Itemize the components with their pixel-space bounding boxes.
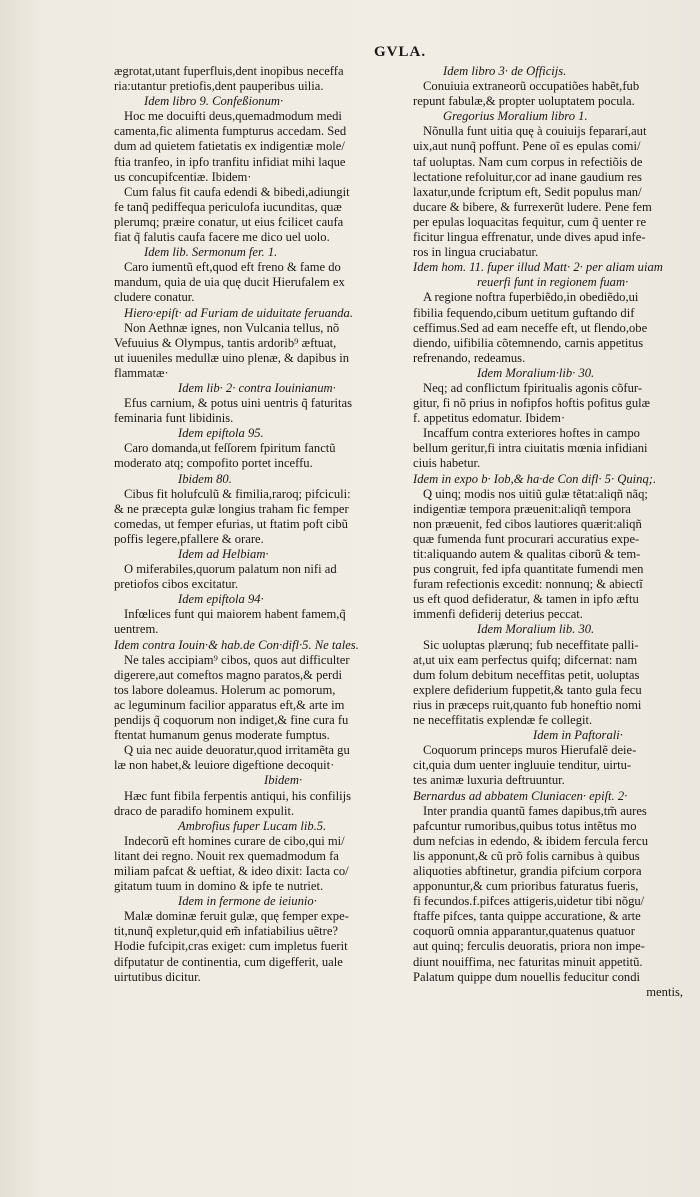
text-line: aut quinq; ferculis deuoratis, priora non impe- bbox=[413, 939, 645, 954]
text-line: Sic uoluptas plærunq; fub neceffitate palli- bbox=[423, 637, 639, 652]
text-line: fe tanq̃ pediffequa periculofa iucunditas, quæ bbox=[114, 199, 342, 214]
text-line: Nõnulla funt uitia quę à couiuijs fepararí,aut bbox=[423, 124, 647, 139]
text-line: ne neceffitatis explendæ fe collegit. bbox=[413, 713, 593, 728]
right-column bbox=[413, 64, 683, 1000]
text-line: laxatur,unde fcriptum eft, Sedit populus man/ bbox=[413, 184, 642, 199]
text-line: draco de paradifo hominem expulit. bbox=[114, 803, 295, 818]
citation-line: Idem in expo b· Iob,& ha·de Con difl· 5· Quinq;. bbox=[413, 471, 657, 486]
text-line: ciuis habetur. bbox=[413, 456, 481, 471]
citation-line: Idem libro 9. Confeßionum· bbox=[144, 94, 284, 109]
text-line: Cibus fit holufculũ & fimilia,raroq; pifciculi: bbox=[124, 486, 351, 501]
text-line: explere defiderium fuppetit,& tanto gula fecu bbox=[413, 682, 642, 697]
text-line: Caro iumentũ eft,quod eft freno & fame do bbox=[124, 260, 341, 275]
text-line: non præuenit, fed cibos lautiores quærit:aliqñ bbox=[413, 516, 642, 531]
text-line: & ne præcepta gulæ longius traham fic femper bbox=[114, 501, 349, 516]
text-line: ftentat humanum genus moderate fumptus. bbox=[114, 728, 330, 743]
text-line: us concupifcentiæ. Ibidem· bbox=[114, 169, 252, 184]
text-line: Palatum quippe dum nouellis feducitur condi bbox=[413, 969, 640, 984]
text-line: dum folum debitum neceffitas petit, uoluptas bbox=[413, 667, 640, 682]
text-line: cit,quia dum uenter ingluuie tenditur, uirtu- bbox=[413, 758, 632, 773]
citation-line: Idem hom. 11. fuper illud Matt· 2· per aliam uiam bbox=[413, 260, 663, 275]
text-line: dum ad quietem fatietatis ex indigentiæ mole/ bbox=[114, 139, 345, 154]
left-column bbox=[114, 64, 384, 985]
text-line: mentis, bbox=[646, 984, 683, 999]
text-line: ut iuueniles medullæ uino plenæ, & dapibus in bbox=[114, 350, 350, 365]
running-title: GVLA. bbox=[374, 44, 427, 60]
text-line: miliam pafcat & ueftiat, & ideo dixit: Iacta co/ bbox=[114, 863, 349, 878]
citation-line: Idem ad Helbiam· bbox=[178, 547, 269, 561]
text-line: moderato atq; compofito portet inceffu. bbox=[114, 456, 313, 471]
text-line: ægrotat,utant fuperfluis,dent inopibus neceffa bbox=[114, 64, 344, 78]
text-line: cludere conatur. bbox=[114, 290, 195, 305]
text-line: apponuntur,& cum prioribus faturatus fueris, bbox=[413, 879, 639, 894]
text-line: us eft quod defideratur, & tamen in ipfo æftu bbox=[413, 592, 639, 607]
text-line: mandum, quia de uia quę ducit Hierufalem ex bbox=[114, 275, 345, 290]
text-line: Malæ dominæ feruit gulæ, quę femper expe- bbox=[124, 909, 349, 924]
text-line: tit:aliquando autem & qualitas ciborũ & tem- bbox=[413, 547, 641, 561]
text-line: ftaffe pifces, tanta quippe accuratione, & arte bbox=[413, 909, 641, 924]
text-line: Hæc funt fibila ferpentis antiqui, his confilijs bbox=[124, 788, 351, 803]
text-line: Neq; ad conflictum fpiritualis agonis cõfur- bbox=[423, 380, 643, 395]
text-line: Hoc me docuifti deus,quemadmodum medi bbox=[124, 109, 342, 124]
text-line: f. appetitus edomatur. Ibidem· bbox=[413, 411, 566, 426]
text-line: fi fecundos.f.pifces attigeris,uidetur tibi nõgu/ bbox=[413, 894, 645, 909]
text-line: rius in præceps ruit,quanto fub honeftio nomi bbox=[413, 697, 642, 712]
page-header bbox=[0, 44, 700, 64]
citation-line: Ambrofius fuper Lucam lib.5. bbox=[178, 818, 327, 833]
text-line: pus congruit, fed ipfa quantitate fumendi men bbox=[413, 562, 644, 577]
citation-line: Idem lib. Sermonum fer. 1. bbox=[144, 245, 278, 260]
text-line: fiat q̃ falutis caufa facere me dico uel uolo. bbox=[114, 230, 330, 245]
text-line: ftia tranfeo, in ipfo tranfitu infidiat mihi laque bbox=[114, 154, 346, 169]
text-line: dum nefcias in edendo, & ibidem fercula fercu bbox=[413, 833, 648, 848]
text-line: pafcuntur rumoribus,quibus totus intẽtus mo bbox=[413, 818, 637, 833]
text-line: per epulas loquacitas fequitur, cum q̃ uenter re bbox=[413, 214, 647, 229]
citation-line: Idem contra Iouin·& hab.de Con·difl·5. Ne tales. bbox=[114, 637, 359, 652]
text-line: lectatione refoluitur,cor ad inane gaudium res bbox=[413, 169, 642, 184]
text-line: at,ut uix eam perfectus quifq; difcernat: nam bbox=[413, 652, 638, 667]
text-line: Hodie fufcipit,cras exiget: cum impletus fuerit bbox=[114, 939, 348, 954]
text-line: repunt fabulæ,& propter uoluptatem pocula. bbox=[413, 94, 635, 109]
text-line: feminaria funt libidinis. bbox=[114, 411, 234, 426]
text-line: Inter prandia quantũ fames dapibus,tm̃ aures bbox=[423, 803, 647, 818]
citation-line: Gregorius Moralium libro 1. bbox=[443, 109, 588, 124]
text-line: bellum geritur,fi intra ciuitatis mœnia infidiani bbox=[413, 441, 648, 456]
citation-line: Idem in Paftorali· bbox=[533, 728, 623, 743]
text-line: ficitur lingua effrenatur, unde dives apud infe- bbox=[413, 230, 646, 245]
text-line: Coquorum princeps muros Hierufalẽ deie- bbox=[423, 743, 637, 758]
text-line: Cum falus fit caufa edendi & bibedi,adiungit bbox=[124, 184, 350, 199]
text-line: comedas, ut femper efurias, ut ftatim poft cibũ bbox=[114, 516, 348, 531]
text-line: Infœlices funt qui maiorem habent famem,q̃ bbox=[124, 607, 346, 622]
citation-line: Idem lib· 2· contra Iouinianum· bbox=[178, 380, 336, 395]
text-line: tit,nunq̃ expletur,quid em̃ infatiabilius uẽtre? bbox=[114, 924, 339, 939]
text-line: diunt nouiffima, nec faturitas minuit appetitũ. bbox=[413, 954, 643, 969]
text-line: ac leguminum facilior apparatus eft,& arte im bbox=[114, 697, 345, 712]
text-line: uentrem. bbox=[114, 622, 159, 637]
text-line: gitur, fi nõ prius in nofipfos hoftis pofitus gulæ bbox=[413, 396, 651, 411]
text-line: O miferabiles,quorum palatum non nifi ad bbox=[124, 562, 337, 577]
text-line: Ne tales accipiam⁹ cibos, quos aut difficulter bbox=[124, 652, 350, 667]
text-line: lis apponunt,& cũ prõ folis carnibus à quibus bbox=[413, 848, 640, 863]
text-line: fibilia fequendo,cibum uetitum guftando dif bbox=[413, 305, 635, 320]
text-line: taf uoluptas. Nam cum corpus in refectiõis de bbox=[413, 154, 643, 169]
text-line: immenfi defiderij deterius peccat. bbox=[413, 607, 583, 622]
text-line: aliquoties abftinetur, grandia pifcium corpora bbox=[413, 863, 642, 878]
text-line: ros in lingua cruciabatur. bbox=[413, 245, 539, 260]
text-line: poffis legere,pfallere & orare. bbox=[114, 531, 264, 546]
citation-line: Bernardus ad abbatem Cluniacen· epiſt. 2· bbox=[413, 788, 628, 803]
text-line: gitatum tuum in domino & ipfe te nutriet. bbox=[114, 879, 324, 894]
text-line: plerumq; præire conatur, ut eius fcilicet caufa bbox=[114, 214, 344, 229]
text-line: litant dei regno. Nouit rex quemadmodum fa bbox=[114, 848, 339, 863]
text-line: Q uia nec auide deuoratur,quod irritamẽta gu bbox=[124, 743, 350, 758]
text-line: pendijs q̃ coquorum non indiget,& fine cura fu bbox=[114, 713, 349, 728]
text-line: ducare & bibere, & furrexerũt ludere. Pene fem bbox=[413, 199, 652, 214]
text-line: difputatur de continentia, cum digefferit, uale bbox=[114, 954, 343, 969]
text-line: refrenando, redeamus. bbox=[413, 350, 526, 365]
citation-line: Hiero·epiſt· ad Furiam de uiduitate feruanda. bbox=[124, 305, 353, 320]
text-line: diendo, uifibilia cõtemnendo, carnis appetitus bbox=[413, 335, 644, 350]
citation-line: Idem Moralium·lib· 30. bbox=[477, 365, 595, 380]
text-line: Caro domanda,ut feſſorem fpiritum fanctũ bbox=[124, 441, 336, 456]
text-line: indigentiæ tempora præuenit:aliqñ tempora bbox=[413, 501, 631, 516]
citation-line: reuerfi funt in regionem fuam· bbox=[477, 275, 629, 290]
text-line: furam refectionis excedit: nonnunq; & abiectĩ bbox=[413, 577, 643, 592]
text-line: digerere,aut comeftos magno paratos,& perdi bbox=[114, 667, 343, 682]
text-line: uix,aut nunq̃ poffunt. Pene oĩ es epulas comi/ bbox=[413, 139, 641, 154]
citation-line: Idem Moralium lib. 30. bbox=[477, 622, 595, 637]
citation-line: Ibidem 80. bbox=[178, 471, 232, 486]
text-line: Q uinq; modis nos uitiũ gulæ tẽtat:aliqñ nãq; bbox=[423, 486, 648, 501]
text-line: coquorũ omnia apparantur,quatenus quatuor bbox=[413, 924, 635, 939]
text-line: Conuiuia extraneorũ occupatiões habẽt,fub bbox=[423, 79, 640, 94]
text-line: pretiofos cibos excitatur. bbox=[114, 577, 239, 592]
text-line: tes animæ luxuria deftruuntur. bbox=[413, 773, 565, 788]
citation-line: Idem libro 3· de Officijs. bbox=[443, 64, 567, 78]
text-line: ria:utantur pretiofis,dent pauperibus uilia. bbox=[114, 79, 324, 94]
citation-line: Idem in fermone de ieiunio· bbox=[178, 894, 317, 909]
text-line: quæ fumenda funt procurari accuratius expe- bbox=[413, 531, 640, 546]
citation-line: Idem epiftola 94· bbox=[178, 592, 264, 607]
citation-line: Ibidem· bbox=[264, 773, 303, 788]
text-line: camenta,fic alimenta fumpturus accedam. Sed bbox=[114, 124, 347, 139]
text-line: uirtutibus dicitur. bbox=[114, 969, 201, 984]
text-line: flammatæ· bbox=[114, 365, 169, 380]
text-line: ceffimus.Sed ad eam neceffe eft, ut flendo,obe bbox=[413, 320, 648, 335]
text-line: tos labore doleamus. Holerum ac pomorum, bbox=[114, 682, 336, 697]
text-line: Non Aethnæ ignes, non Vulcania tellus, nõ bbox=[124, 320, 340, 335]
text-line: Indecorũ eft homines curare de cibo,qui mi/ bbox=[124, 833, 345, 848]
citation-line: Idem epiftola 95. bbox=[178, 426, 264, 441]
text-line: Efus carnium, & potus uini uentris q̃ faturitas bbox=[124, 396, 353, 411]
text-line: Vefuuius & Olympus, tantis ardorib⁹ æftuat, bbox=[114, 335, 337, 350]
text-line: læ non habet,& leuiore digeftione decoquit· bbox=[114, 758, 335, 773]
text-line: Incaffum contra exteriores hoftes in campo bbox=[423, 426, 640, 441]
text-line: A regione noftra fuperbiẽdo,in obediẽdo,ui bbox=[423, 290, 639, 305]
